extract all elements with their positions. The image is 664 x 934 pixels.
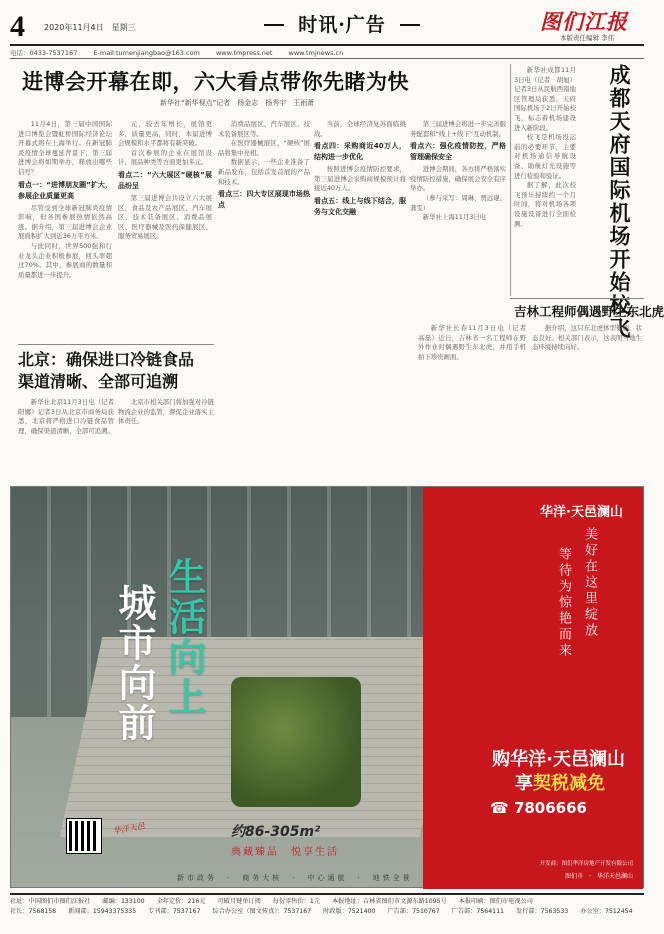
footer-item: 邮编：133100	[102, 898, 145, 905]
paragraph: 据介绍，这只东北虎体型健硕，状态良好。相关部门表示，这表明当地生态环境持续向好。	[532, 324, 642, 352]
beijing-column-2	[118, 398, 214, 482]
paragraph: 北京市相关部门将加强对冷链物流企业的监管，督促企业落实主体责任。	[118, 398, 214, 426]
footer-item: 可破月键单订阅	[217, 898, 261, 905]
footer-item: 时政版：7521400	[323, 908, 376, 915]
real-estate-advertisement	[10, 486, 644, 888]
paragraph: 新华社成都11月3日电（记者 胡旭）记者3日从民航西南地区管理局获悉，天府国际机场于2日开始校飞，标志着机场建设进入新阶段。	[514, 66, 576, 132]
paragraph: 据了解，此次校飞预计持续约一个月时间，将对机场各项设施设备进行全面检测。	[514, 181, 576, 228]
header-rule	[10, 44, 644, 46]
contact-phone: 电话：0433-7537167	[10, 49, 78, 57]
ad-vertical-slogan-1: 等待为惊艳而来	[556, 547, 571, 659]
section-divider	[18, 344, 214, 345]
jilin-column-1	[418, 324, 533, 480]
footer-row-address	[10, 897, 644, 907]
footer-item: 全年定价：216元	[156, 898, 206, 905]
paragraph: 新华社长春11月3日电（记者 高磊）近日，吉林省一名工程师在野外作业时偶遇野生东北虎，并用手机拍下珍贵画面。	[418, 324, 533, 361]
newspaper-logo: 图们江报	[540, 9, 628, 34]
footer-info	[10, 897, 644, 917]
phone-icon: ☎	[490, 799, 509, 817]
contact-email: E-mail:tumenjiangbao@163.com	[93, 49, 200, 57]
paragraph: 数据显示，一些企业准备了新品发布，包括首发首展的产品和技术。	[218, 158, 310, 186]
paragraph: 校飞是机场投运前的必要环节，主要对机场通信导航设备、助航灯光设施等进行检验和验证。	[514, 133, 576, 180]
paragraph: 尽管受到全球新冠肺炎疫情影响，但各国参展热情依然高涨。据介绍，第三届进博会企业展面积扩大到近36万平方米。	[18, 203, 112, 241]
paragraph: 第三届进博会共设立六大展区，食品及农产品展区、汽车展区、技术装备展区、消费品展区、医疗器械及医药保健展区、服务贸易展区。	[118, 193, 212, 241]
main-byline: 新华社“新华视点”记者 杨金志 杨秀宇 王雨萧	[160, 99, 315, 107]
footer-item: 社址：中国图们市图们江报社	[10, 898, 91, 905]
paragraph: 在医疗器械展区，“硬核”展品将集中亮相。	[218, 139, 310, 157]
ad-signature: 华洋天邑	[112, 821, 146, 836]
jilin-headline: 吉林工程师偶遇野生东北虎	[514, 304, 664, 319]
paragraph: 进博会期间，各方将严格落实疫情防控措施，确保展会安全有序举办。	[410, 165, 506, 193]
side-article-body	[514, 66, 576, 292]
ad-tagline: 典藏臻品 悦享生活	[231, 847, 339, 858]
ad-tax-highlight: 契税减免	[533, 773, 605, 794]
paragraph: 第三届进博会将进一步完善服务配套和“线上+线下”互动机制。	[410, 120, 506, 138]
source-line: 新华社上海11月3日电	[422, 213, 487, 222]
footer-item: 广告部：7510767	[387, 908, 440, 915]
beijing-headline-line-2: 渠道清晰、全部可追溯	[18, 372, 179, 391]
paragraph: 首次参展的企业在展馆设计、展品种类等方面更加多元。	[118, 148, 212, 167]
beijing-headline-line-1: 北京：确保进口冷链食品	[18, 350, 195, 369]
issue-date: 2020年11月4日 星期三	[44, 23, 136, 32]
main-column-3	[218, 120, 310, 480]
footer-row-phones	[10, 907, 644, 917]
footer-item: 专刊部：7537167	[148, 908, 201, 915]
main-column-1	[18, 120, 112, 342]
footer-item: 办公室：7512454	[580, 908, 633, 915]
header-contacts	[10, 48, 357, 57]
subheading: 看点六：强化疫情防控，严格管理确保安全	[410, 142, 506, 162]
ad-developer: 开发商：图们华洋房地产开发有限公司	[539, 861, 633, 867]
main-column-4	[314, 120, 406, 480]
side-article-headline: 成都天府国际机场开始校飞	[607, 64, 631, 340]
contact-website-2: www.tmjnews.cn	[288, 49, 344, 57]
contact-website-1: www.tmpress.net	[215, 49, 273, 57]
ad-purchase-slogan: 购华洋·天邑澜山	[492, 749, 625, 770]
ad-floor-area: 约86-305m²	[231, 824, 321, 840]
jilin-column-2	[532, 324, 642, 480]
footer-item: 发行部：7563533	[515, 908, 569, 915]
footer-item: 新闻部：15943375335	[68, 908, 137, 915]
paragraph: 消费品展区、汽车展区、技术装备展区等。	[218, 120, 310, 138]
ad-slogan-city: 城市向前	[112, 583, 156, 743]
paragraph: 元，较去年增长，展馆更多，质量更高，同时，本届进博会规模和水平都将有新突破。	[118, 120, 212, 148]
paragraph: 按照进博会疫情防控要求，第三届进博会采购商规模预计将接近40万人。	[314, 165, 406, 193]
ad-red-panel	[423, 487, 643, 889]
footer-rule	[10, 893, 644, 895]
page-editor: 本版责任编辑 李伟	[560, 34, 615, 42]
subheading: 看点二：“六大展区”硬核”展品纷呈	[118, 170, 212, 190]
beijing-column-1	[18, 398, 121, 482]
subheading: 看点一：“进博朋友圈”扩大，参展企业质量更高	[18, 180, 112, 200]
ad-tax-prefix: 享	[515, 773, 533, 794]
ad-slogan-life: 生活向上	[162, 557, 206, 717]
footer-item: 本报印刷：图们市电视公司	[458, 898, 533, 905]
subheading: 看点三：四大专区展现市场热点	[218, 190, 310, 210]
main-column-2	[118, 120, 212, 342]
subheading: 看点四：采购商近40万人，结构进一步优化	[314, 142, 406, 162]
page-number: 4	[10, 10, 25, 43]
main-headline: 进博会开幕在即，六大看点带你先睹为快	[22, 70, 409, 94]
column-divider	[510, 64, 511, 296]
ad-brand-logo: 华洋·天邑澜山	[540, 505, 623, 520]
section-divider	[510, 298, 644, 299]
ad-tax-slogan	[515, 769, 605, 795]
section-title: 时讯·广告	[268, 10, 416, 40]
footer-item: 社长：7568158	[10, 908, 57, 915]
qr-code-icon	[67, 819, 101, 853]
footer-item: 广告部：7564111	[451, 908, 504, 915]
footer-item: 本报地址：吉林省图们市文源东路1095号	[331, 898, 447, 905]
ad-phone-number	[490, 799, 587, 817]
ad-phone-value: 7806666	[513, 799, 587, 817]
paragraph: 与此同时，世界500强和行业龙头企业积极参展，回头率超过70%。其中，参展商的数量和质量都进一步提升。	[18, 241, 112, 279]
ad-rooftop-garden	[231, 677, 361, 807]
ad-vertical-slogan-2: 美好在这里绽放	[582, 527, 597, 639]
header-rule-thin	[10, 58, 644, 59]
subheading: 看点五：线上与线下结合，服务与文化交融	[314, 196, 406, 216]
credit: （参与采写：周琳、贾远琨、龚雯）	[410, 193, 506, 212]
paragraph: 11月4日，第三届中国国际进口博览会暨虹桥国际经济论坛开幕式将在上海举行。在新冠肺炎疫情全球蔓延背景下，第三届进博会将如期举办，释放出哪些信号？	[18, 120, 112, 176]
ad-project-name: 图们市 · 华洋天邑澜山	[565, 873, 633, 880]
ad-location-features: 新市政务 · 商务大核 · 中心通航 · 地铁全景	[177, 874, 413, 882]
footer-item: 综合办公室（图文传真）：7537167	[212, 908, 312, 915]
footer-item: 每份零售价：1元	[272, 898, 320, 905]
paragraph: 新华社北京11月3日电（记者 阳娜）记者3日从北京市商务局获悉，北京将严格进口冷链食品管理，确保渠道清晰、全部可追溯。	[18, 398, 121, 435]
paragraph: 当前，全球经济复苏面临挑战。	[314, 120, 406, 138]
